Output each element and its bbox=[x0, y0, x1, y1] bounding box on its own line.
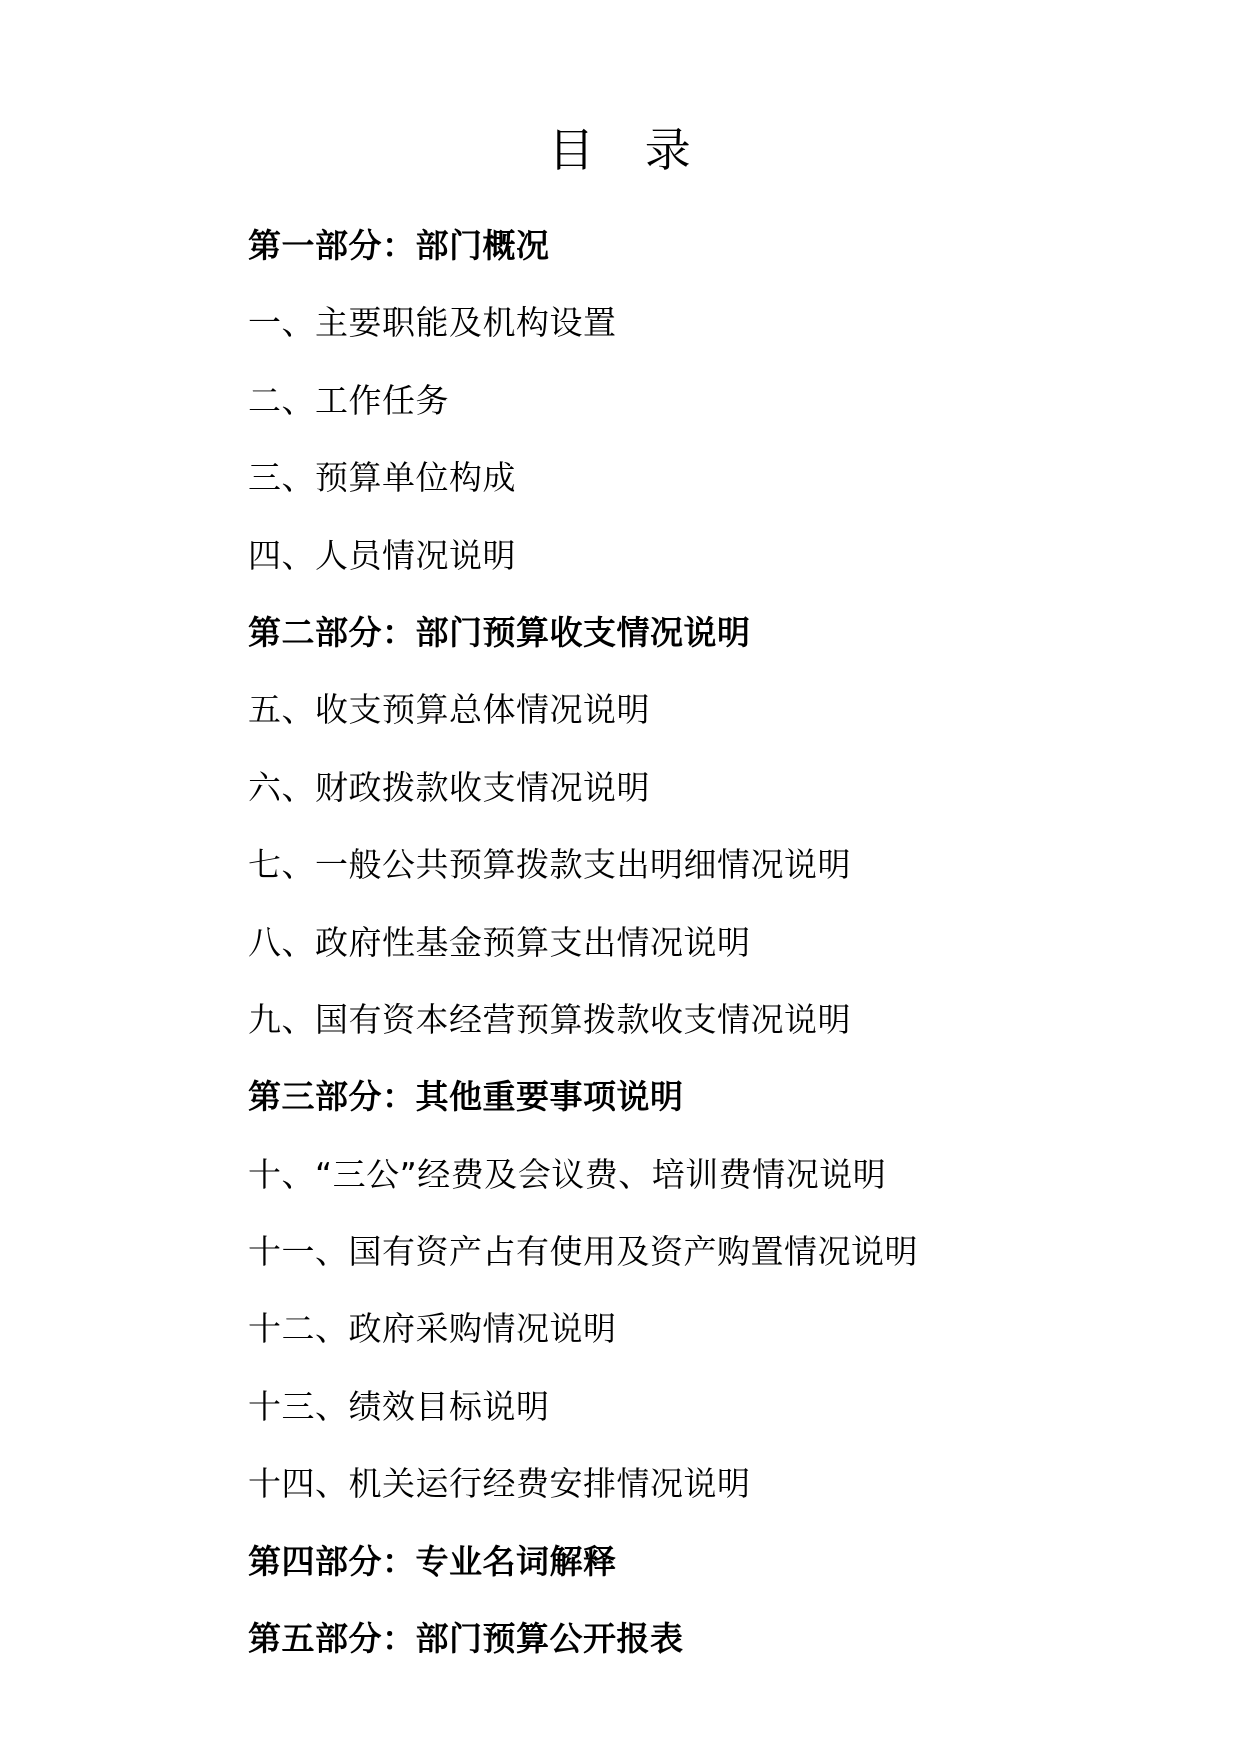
toc-entry: 四、人员情况说明 bbox=[248, 535, 516, 575]
toc-entry: 八、政府性基金预算支出情况说明 bbox=[248, 922, 751, 962]
toc-entry: 十一、国有资产占有使用及资产购置情况说明 bbox=[248, 1232, 918, 1272]
toc-entry: 十二、政府采购情况说明 bbox=[248, 1309, 617, 1349]
toc-entry: 十、“三公”经费及会议费、培训费情况说明 bbox=[248, 1154, 887, 1194]
toc-entry: 二、工作任务 bbox=[248, 380, 449, 420]
toc-entry: 六、财政拨款收支情况说明 bbox=[248, 767, 650, 807]
toc-section-heading: 第二部分：部门预算收支情况说明 bbox=[248, 612, 751, 652]
toc-entry: 一、主要职能及机构设置 bbox=[248, 303, 617, 343]
toc-entry: 三、预算单位构成 bbox=[248, 458, 516, 498]
table-of-contents bbox=[248, 220, 918, 1690]
toc-section-heading: 第五部分：部门预算公开报表 bbox=[248, 1619, 684, 1659]
toc-entry: 五、收支预算总体情况说明 bbox=[248, 690, 650, 730]
toc-entry: 九、国有资本经营预算拨款收支情况说明 bbox=[248, 999, 851, 1039]
toc-section-heading: 第三部分：其他重要事项说明 bbox=[248, 1077, 684, 1117]
toc-section-heading: 第一部分：部门概况 bbox=[248, 226, 550, 265]
page-title: 目 录 bbox=[548, 123, 709, 177]
toc-entry: 七、一般公共预算拨款支出明细情况说明 bbox=[248, 845, 851, 885]
toc-entry: 十三、绩效目标说明 bbox=[248, 1386, 550, 1426]
toc-section-heading: 第四部分：专业名词解释 bbox=[248, 1541, 617, 1581]
toc-entry: 十四、机关运行经费安排情况说明 bbox=[248, 1464, 751, 1504]
